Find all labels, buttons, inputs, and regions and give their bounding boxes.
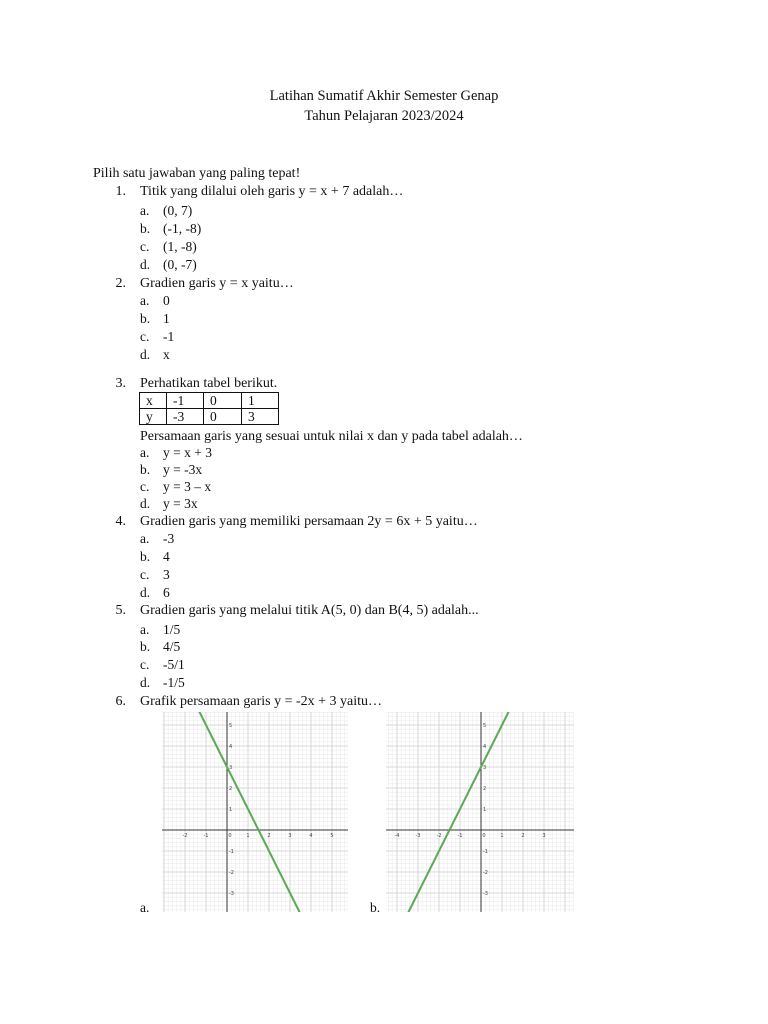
table-row (140, 393, 279, 409)
table-cell: -3 (167, 409, 204, 425)
coordinate-graph (386, 712, 574, 912)
x-tick-label: 0 (482, 833, 486, 839)
option-letter: c. (140, 657, 150, 672)
xy-table (139, 392, 279, 425)
question-number: 5. (115, 603, 126, 618)
table-cell: x (140, 393, 167, 409)
option-letter: a. (140, 900, 150, 915)
x-tick-label: 4 (309, 833, 313, 839)
question-number: 1. (115, 184, 126, 199)
table-cell: 3 (242, 409, 279, 425)
instruction: Pilih satu jawaban yang paling tepat! (93, 166, 301, 181)
option-text: 3 (163, 567, 170, 582)
option-text: -1/5 (163, 675, 185, 690)
option-letter: d. (140, 585, 151, 600)
x-tick-label: 1 (500, 833, 504, 839)
question-text: Gradien garis y = x yaitu… (140, 276, 294, 291)
question-number: 6. (115, 694, 126, 709)
option-text: (0, -7) (163, 257, 197, 272)
y-tick-label: 2 (229, 786, 233, 792)
x-tick-label: -4 (394, 833, 400, 839)
table-cell: -1 (167, 393, 204, 409)
y-tick-label: 1 (483, 807, 487, 813)
y-tick-label: -2 (229, 870, 234, 876)
option-text: 4/5 (163, 639, 181, 654)
question-text: Perhatikan tabel berikut. (140, 376, 278, 391)
question-number: 4. (115, 514, 126, 529)
option-letter: b. (140, 311, 151, 326)
x-tick-label: -2 (436, 833, 442, 839)
table-cell: y (140, 409, 167, 425)
option-text: (1, -8) (163, 239, 197, 254)
y-tick-label: -3 (229, 891, 234, 897)
y-tick-label: 4 (483, 744, 487, 750)
question-text: Titik yang dilalui oleh garis y = x + 7 adalah… (140, 184, 404, 199)
table-row (140, 409, 279, 425)
question-number: 2. (115, 276, 126, 291)
option-text: 1/5 (163, 622, 181, 637)
option-letter: a. (140, 445, 150, 460)
y-tick-label: 3 (229, 765, 233, 771)
y-tick-label: 2 (483, 786, 487, 792)
x-tick-label: 5 (330, 833, 334, 839)
option-text: 0 (163, 293, 170, 308)
y-tick-label: 4 (229, 744, 233, 750)
option-letter: b. (140, 639, 151, 654)
option-letter: a. (140, 622, 150, 637)
x-tick-label: 3 (542, 833, 546, 839)
option-text: -3 (163, 531, 175, 546)
option-text: y = -3x (163, 462, 203, 477)
option-letter: a. (140, 203, 150, 218)
option-letter: c. (140, 239, 150, 254)
option-text: (-1, -8) (163, 221, 202, 236)
option-text: 4 (163, 549, 170, 564)
question-number: 3. (115, 376, 126, 391)
question-followup: Persamaan garis yang sesuai untuk nilai x dan y pada tabel adalah… (140, 429, 523, 444)
option-text: 1 (163, 311, 170, 326)
y-tick-label: -1 (229, 849, 234, 855)
option-letter: c. (140, 329, 150, 344)
option-letter: b. (140, 462, 151, 477)
page-title: Latihan Sumatif Akhir Semester Genap (269, 88, 499, 104)
y-tick-label: 3 (483, 765, 487, 771)
option-letter: d. (140, 257, 151, 272)
x-tick-label: 0 (228, 833, 232, 839)
y-tick-label: -3 (483, 891, 488, 897)
option-text: -1 (163, 329, 175, 344)
x-tick-label: 2 (521, 833, 525, 839)
option-text: y = 3x (163, 496, 198, 511)
page-subtitle: Tahun Pelajaran 2023/2024 (304, 108, 464, 124)
table-cell: 0 (204, 393, 242, 409)
option-letter: c. (140, 479, 150, 494)
x-tick-label: -1 (457, 833, 463, 839)
x-tick-label: 3 (288, 833, 292, 839)
coordinate-graph (162, 712, 348, 912)
x-tick-label: 1 (246, 833, 250, 839)
y-tick-label: 5 (483, 723, 487, 729)
table-cell: 0 (204, 409, 242, 425)
option-text: y = x + 3 (163, 445, 212, 460)
option-text: -5/1 (163, 657, 185, 672)
option-letter: b. (370, 900, 381, 915)
option-letter: d. (140, 347, 151, 362)
option-letter: b. (140, 549, 151, 564)
option-text: x (163, 347, 170, 362)
x-tick-label: -3 (415, 833, 421, 839)
option-text: (0, 7) (163, 203, 193, 218)
option-text: y = 3 – x (163, 479, 212, 494)
option-letter: a. (140, 531, 150, 546)
question-text: Gradien garis yang melalui titik A(5, 0) dan B(4, 5) adalah... (140, 603, 479, 618)
option-letter: b. (140, 221, 151, 236)
y-tick-label: -2 (483, 870, 488, 876)
graph-a (162, 712, 348, 912)
x-tick-label: -2 (182, 833, 188, 839)
y-tick-label: 1 (229, 807, 233, 813)
option-letter: a. (140, 293, 150, 308)
x-tick-label: 2 (267, 833, 271, 839)
table-cell: 1 (242, 393, 279, 409)
y-tick-label: 5 (229, 723, 233, 729)
option-text: 6 (163, 585, 170, 600)
option-letter: c. (140, 567, 150, 582)
graph-b (386, 712, 574, 912)
option-letter: d. (140, 496, 151, 511)
question-text: Gradien garis yang memiliki persamaan 2y = 6x + 5 yaitu… (140, 514, 478, 529)
option-letter: d. (140, 675, 151, 690)
y-tick-label: -1 (483, 849, 488, 855)
x-tick-label: -1 (203, 833, 209, 839)
question-text: Grafik persamaan garis y = -2x + 3 yaitu… (140, 694, 383, 709)
